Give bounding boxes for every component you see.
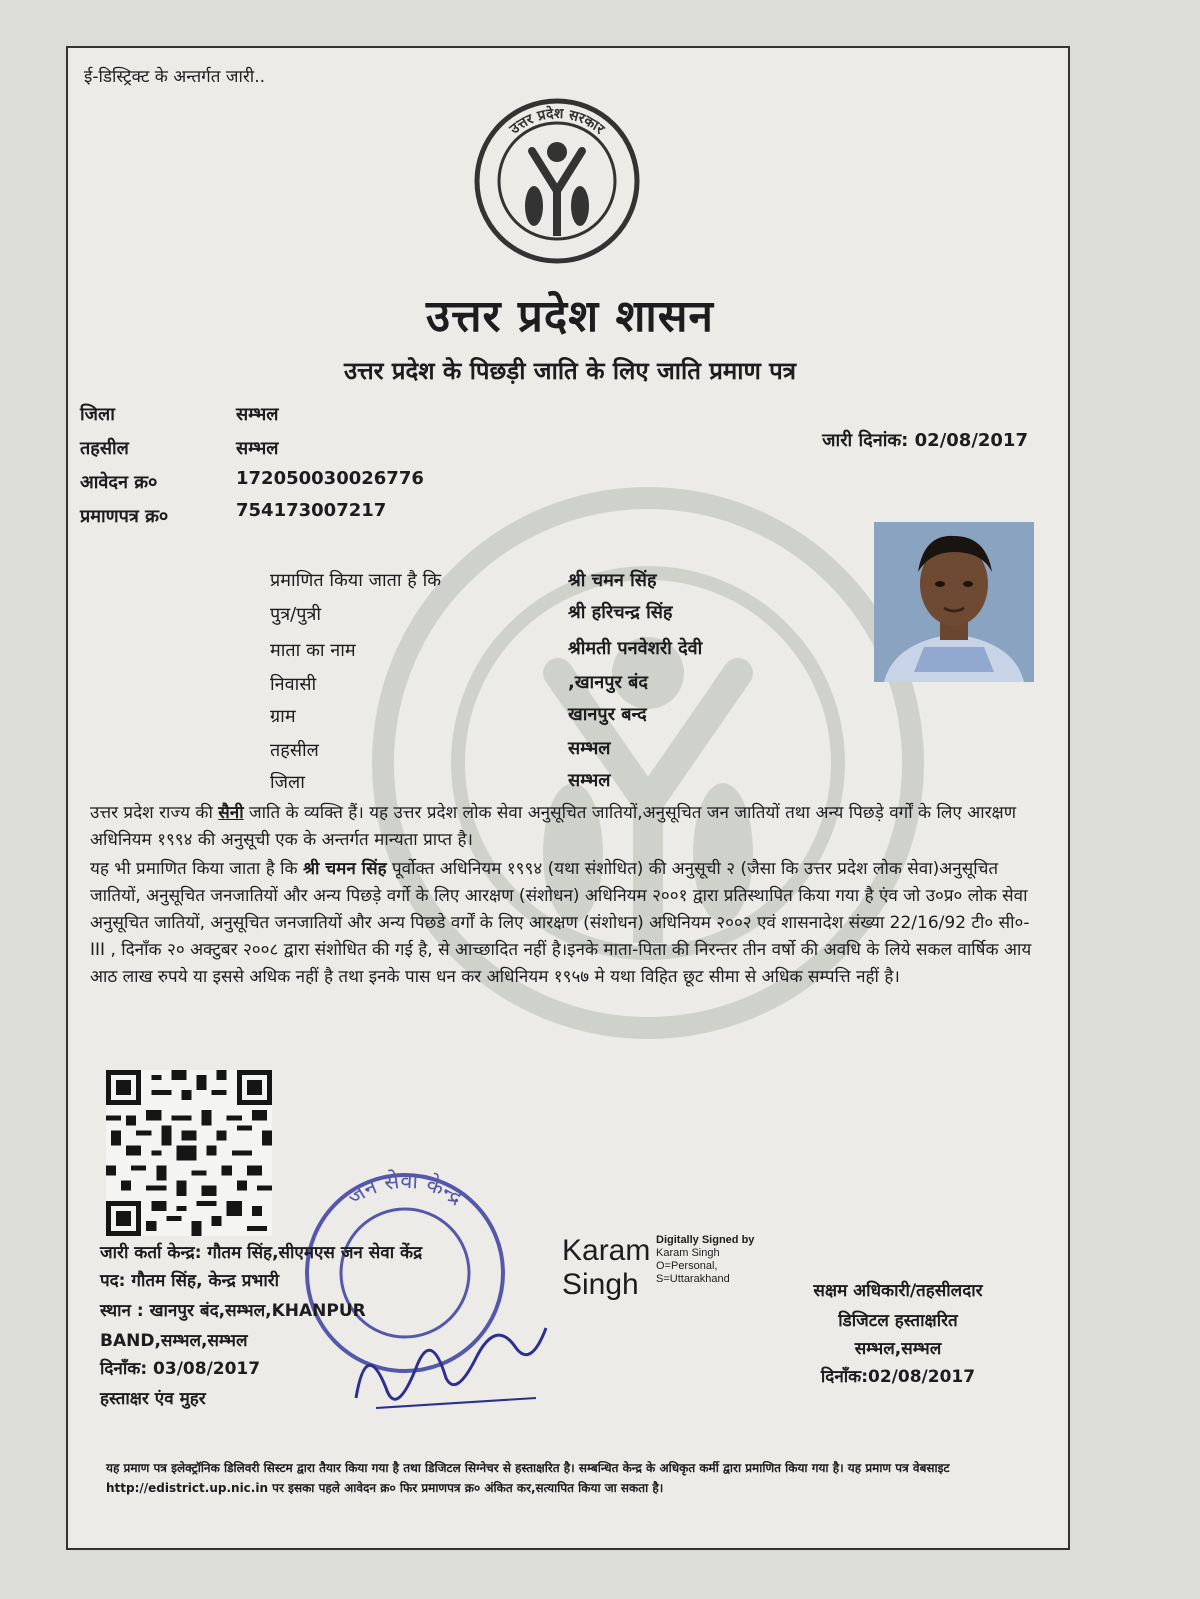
father-name: श्री हरिचन्द्र सिंह — [568, 602, 673, 623]
main-title: उत्तर प्रदेश शासन — [426, 291, 714, 342]
paragraph-applicant-name: श्री चमन सिंह — [303, 859, 387, 879]
cert-tehsil-label: तहसील — [270, 740, 319, 761]
certificate-number-label: प्रमाणपत्र क्र० — [80, 506, 169, 527]
issuer-place-line2: BAND,सम्भल,सम्भल — [100, 1331, 248, 1351]
tehsil-value: सम्भल — [236, 438, 279, 459]
resident-value: ,खानपुर बंद — [568, 672, 648, 693]
digital-signature-details: Digitally Signed by Karam Singh O=Personal, S=Uttarakhand — [656, 1234, 755, 1285]
application-number: 172050030026776 — [236, 468, 424, 489]
officer-title: सक्षम अधिकारी/तहसीलदार — [813, 1281, 983, 1301]
issuer-sign-seal: हस्ताक्षर एंव मुहर — [100, 1389, 206, 1409]
officer-date: दिनाँक:02/08/2017 — [820, 1367, 976, 1387]
child-of-label: पुत्र/पुत्री — [270, 604, 322, 625]
footer-note: यह प्रमाण पत्र इलेक्ट्रॉनिक डिलिवरी सिस्टम द्वारा तैयार किया गया है तथा डिजिटल सिग्नेचर से हस्ताक्षरित है। सम्बन्धित केन्द्र के अधिकृत कर्मी द्वारा प्रमाणित किया गया है। यह प्रमाण पत्र वेबसाइट http://edistrict.up.nic.in पर इसका पहले आवेदन क्र० फिर प्रमाणपत्र क्र० अंकित कर,सत्यापित किया जा सकता है। — [106, 1461, 950, 1495]
cert-district-label: जिला — [270, 772, 305, 793]
handwritten-signature — [336, 1298, 566, 1418]
issue-date: जारी दिनांक: 02/08/2017 — [822, 430, 1028, 451]
officer-place: सम्भल,सम्भल — [854, 1339, 942, 1359]
village-value: खानपुर बन्द — [568, 704, 647, 725]
income-paragraph: यह भी प्रमाणित किया जाता है कि श्री चमन सिंह पूर्वोक्त अधिनियम १९९४ (यथा संशोधित) की अनुसूची २ (जैसा कि उत्तर प्रदेश लोक सेवा)अनुसूचित जातियों, अनुसूचित जनजातियों और अन्य पिछड़े वर्गो के लिए आरक्षण (संशोधन) अधिनियम २००१ द्वारा प्रतिस्थापित किया गया है एंव जो उ०प्र० लोक सेवा अनुसूचित जातियों, अनुसूचित जनजातियों और अन्य पिछडे वर्गों के लिए आरक्षण (संशोधन) अधिनियम २००२ एवं शासनादेश संख्या 22/16/92 टी० सी०-III , दिनाँक २० अक्टुबर २००८ द्वारा संशोधित की गई है, से आच्छादित नहीं है।इनके माता-पिता की निरन्तर तीन वर्षो की अवधि के लिये सकल वार्षिक आय आठ लाख रुपये या इससे अधिक नहीं है तथा इनके पास धन कर अधिनियम १९५७ मे यथा विहित छूट सीमा से अधिक सम्पत्ति नहीं है। — [90, 859, 1032, 987]
certificate-number: 754173007217 — [236, 500, 387, 521]
mother-label: माता का नाम — [270, 640, 356, 661]
qr-code — [106, 1070, 272, 1236]
issuer-center: जारी कर्ता केन्द्र: गौतम सिंह,सीएमएस जन सेवा केंद्र — [100, 1243, 423, 1263]
digital-signature-name: Karam Singh — [562, 1234, 651, 1301]
sub-title: उत्तर प्रदेश के पिछड़ी जाति के लिए जाति प्रमाण पत्र — [343, 357, 797, 385]
certificate-sheet — [66, 46, 1070, 1550]
issuer-post: पद: गौतम सिंह, केन्द्र प्रभारी — [100, 1271, 280, 1291]
certified-label: प्रमाणित किया जाता है कि — [270, 570, 442, 591]
resident-label: निवासी — [270, 674, 317, 695]
application-label: आवेदन क्र० — [80, 472, 158, 493]
district-value: सम्भल — [236, 404, 279, 425]
svg-text:जन सेवा केन्द्र — [343, 1168, 467, 1210]
cert-tehsil-value: सम्भल — [568, 738, 611, 759]
applicant-photo — [874, 522, 1034, 682]
up-emblem-icon — [472, 96, 642, 266]
officer-digital-signed: डिजिटल हस्ताक्षरित — [838, 1311, 958, 1331]
cert-district-value: सम्भल — [568, 770, 611, 791]
issuer-date: दिनाँक: 03/08/2017 — [100, 1359, 261, 1379]
village-label: ग्राम — [270, 706, 296, 727]
district-label: जिला — [80, 404, 115, 425]
header-note: ई-डिस्ट्रिक्ट के अन्तर्गत जारी.. — [84, 67, 266, 87]
caste-paragraph: उत्तर प्रदेश राज्य की सैनी जाति के व्यक्ति हैं। यह उत्तर प्रदेश लोक सेवा अनुसूचित जातियों,अनुसूचित जन जातियों तथा अन्य पिछड़े वर्गों के लिए आरक्षण अधिनियम १९९४ की अनुसूची एक के अन्तर्गत मान्यता प्राप्त है। — [90, 803, 1017, 850]
issuer-place-line1: स्थान : खानपुर बंद,सम्भल,KHANPUR — [100, 1301, 366, 1321]
emblem-text: उत्तर प्रदेश सरकार — [506, 105, 608, 138]
caste-name: सैनी — [218, 803, 244, 823]
applicant-name: श्री चमन सिंह — [568, 570, 657, 591]
mother-name: श्रीमती पनवेशरी देवी — [568, 638, 703, 659]
tehsil-label: तहसील — [80, 438, 129, 459]
stamp-text: जन सेवा केन्द्र — [343, 1168, 468, 1211]
